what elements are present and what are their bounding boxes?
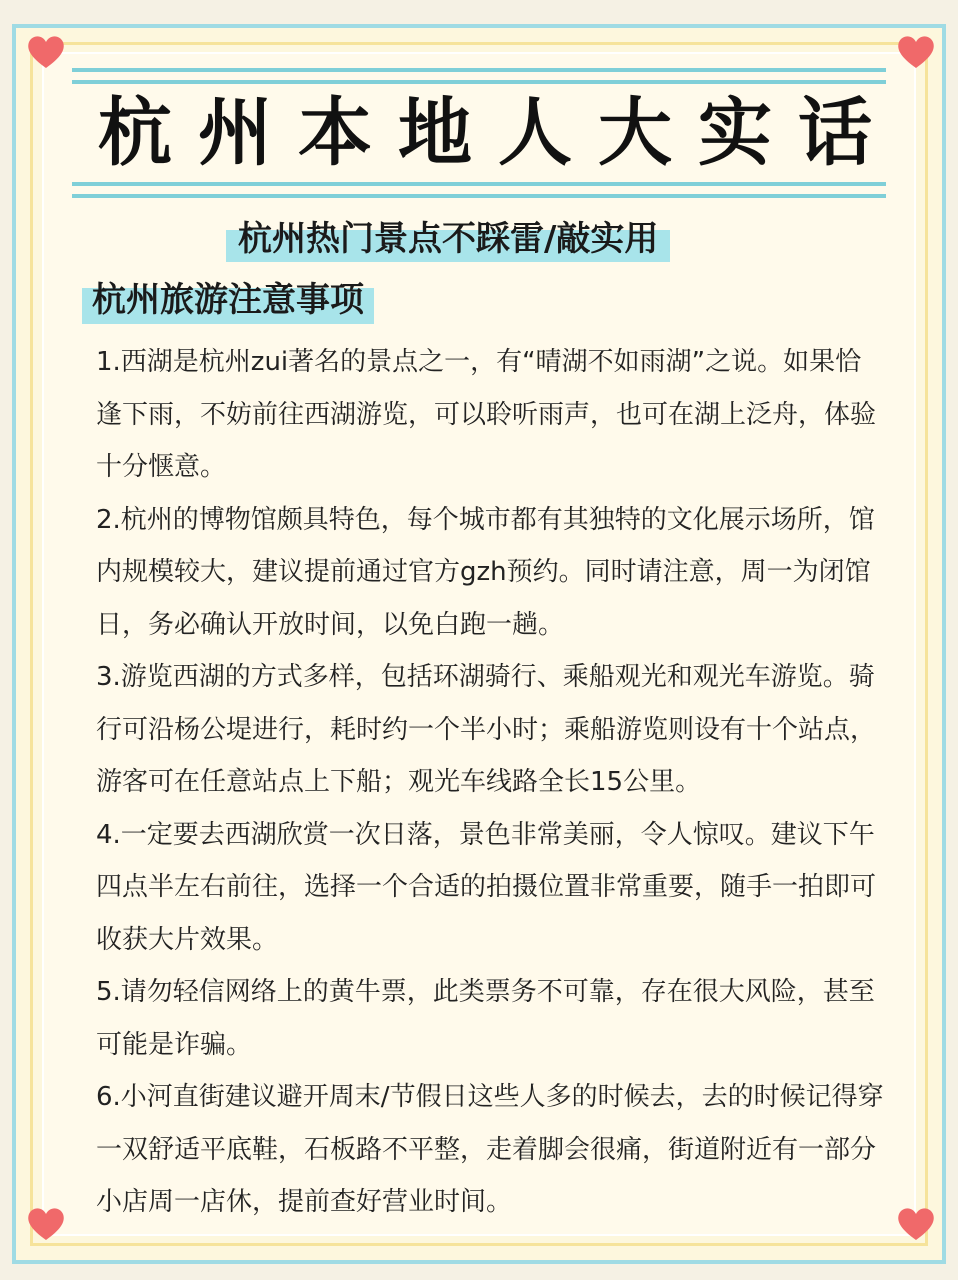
heart-icon — [26, 1206, 66, 1242]
heart-icon — [896, 1206, 936, 1242]
section-title: 杭州旅游注意事项 — [82, 276, 374, 324]
list-item: 5.请勿轻信网络上的黄牛票，此类票务不可靠，存在很大风险，甚至可能是诈骗。 — [96, 977, 875, 1060]
list-item: 6.小河直街建议避开周末/节假日这些人多的时候去，去的时候记得穿一双舒适平底鞋，石板路不平整，走着脚会很痛，街道附近有一部分小店周一店休，提前查好营业时间。 — [96, 1082, 884, 1217]
title-rule — [72, 68, 886, 72]
subtitle: 杭州热门景点不踩雷/敲实用 — [226, 216, 670, 262]
heart-icon — [26, 34, 66, 70]
title-rule — [72, 182, 886, 186]
list-item: 1.西湖是杭州zui著名的景点之一，有“晴湖不如雨湖”之说。如果恰逢下雨，不妨前往西湖游览，可以聆听雨声，也可在湖上泛舟，体验十分惬意。 — [96, 347, 877, 482]
title-rule — [72, 80, 886, 84]
list-item: 4.一定要去西湖欣赏一次日落，景色非常美丽，令人惊叹。建议下午四点半左右前往，选择一个合适的拍摄位置非常重要，随手一拍即可收获大片效果。 — [96, 819, 877, 955]
tips-list — [96, 336, 886, 1229]
title-band — [72, 68, 898, 198]
list-item: 3.游览西湖的方式多样，包括环湖骑行、乘船观光和观光车游览。骑行可沿杨公堤进行，耗时约一个半小时；乘船游览则设有十个站点，游客可在任意站点上下船；观光车线路全长15公里。 — [96, 662, 877, 797]
title-rule — [72, 194, 886, 198]
page-title: 杭州本地人大实话 — [98, 90, 898, 176]
list-item: 2.杭州的博物馆颇具特色，每个城市都有其独特的文化展示场所，馆内规模较大，建议提前通过官方gzh预约。同时请注意，周一为闭馆日，务必确认开放时间，以免白跑一趟。 — [96, 504, 875, 640]
heart-icon — [896, 34, 936, 70]
